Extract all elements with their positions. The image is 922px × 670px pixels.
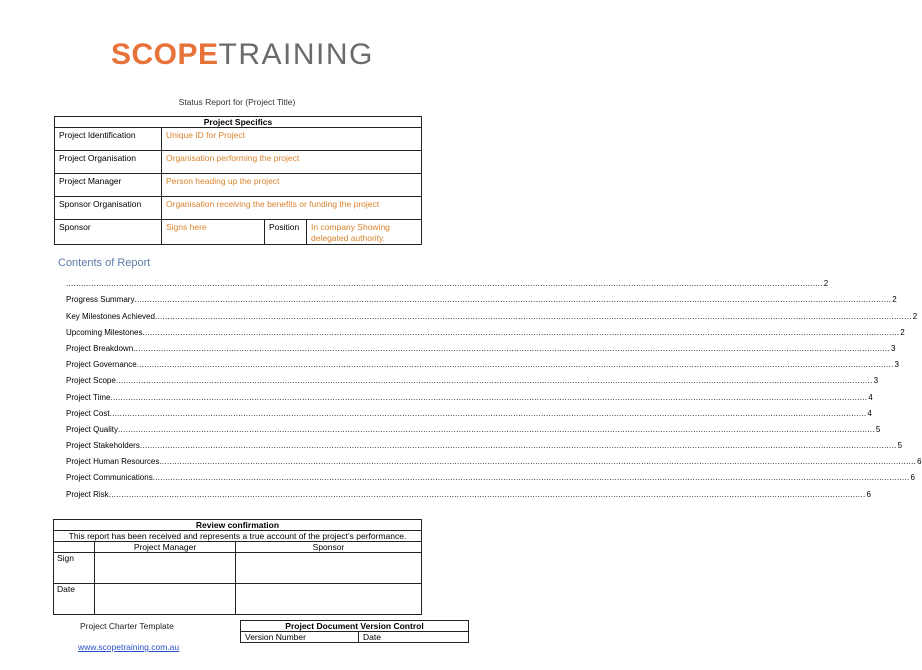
website-link[interactable]: www.scopetraining.com.au xyxy=(78,642,180,652)
sponsor-sign-field[interactable] xyxy=(236,553,422,584)
toc-item-page: 3 xyxy=(890,343,896,353)
logo-scope: SCOPE xyxy=(111,38,219,71)
toc-item-page: 4 xyxy=(868,392,873,402)
project-specifics-header: Project Specifics xyxy=(55,117,422,128)
col-project-manager: Project Manager xyxy=(95,542,236,553)
sponsor-value[interactable]: Signs here xyxy=(162,220,265,245)
table-of-contents xyxy=(66,272,922,499)
toc-item[interactable] xyxy=(66,321,905,337)
toc-item-title: Project Stakeholders xyxy=(66,441,140,451)
toc-item-page: 6 xyxy=(910,473,915,483)
toc-item[interactable] xyxy=(66,418,881,434)
toc-leader: ............................................................................................................................................................................................................................................................................................................ xyxy=(118,424,875,434)
version-control-header: Project Document Version Control xyxy=(241,621,469,632)
toc-item-page: 2 xyxy=(892,295,897,305)
toc-leader: ............................................................................................................................................................................................................................................................................................................ xyxy=(152,473,910,483)
toc-item-title: Project Risk xyxy=(66,489,109,499)
logo xyxy=(111,40,374,70)
review-statement: This report has been received and represents a true account of the project’s performance. xyxy=(54,531,422,542)
row-label: Project Identification xyxy=(55,128,162,151)
row-label: Sponsor Organisation xyxy=(55,197,162,220)
row-value[interactable]: Unique ID for Project xyxy=(162,128,422,151)
toc-leader: ............................................................................................................................................................................................................................................................................................................ xyxy=(115,376,873,386)
row-sign-label: Sign xyxy=(54,553,95,584)
toc-leader: ............................................................................................................................................................................................................................................................................................................ xyxy=(159,457,917,467)
contents-heading: Contents of Report xyxy=(58,257,151,269)
toc-leader: ............................................................................................................................................................................................................................................................................................................ xyxy=(66,279,823,289)
row-value[interactable]: Person heading up the project xyxy=(162,174,422,197)
toc-item[interactable] xyxy=(66,482,871,499)
toc-item[interactable] xyxy=(66,434,903,451)
toc-item-title: Project Communications xyxy=(66,473,153,483)
toc-leader: ............................................................................................................................................................................................................................................................................................................ xyxy=(109,408,867,418)
toc-item[interactable] xyxy=(66,304,918,321)
toc-item-page: 2 xyxy=(823,279,829,289)
review-header: Review confirmation xyxy=(54,520,422,531)
row-label: Project Manager xyxy=(55,174,162,197)
table-row xyxy=(55,197,422,220)
review-blank-cell xyxy=(54,542,95,553)
toc-leader: ............................................................................................................................................................................................................................................................................................................ xyxy=(108,489,866,499)
table-row xyxy=(55,151,422,174)
row-label: Project Organisation xyxy=(55,151,162,174)
toc-item[interactable] xyxy=(66,402,872,418)
row-date-label: Date xyxy=(54,584,95,615)
position-value[interactable]: In company Showing delegated authority. xyxy=(307,220,422,245)
col-version-number: Version Number xyxy=(241,632,359,643)
toc-item-title: Project Scope xyxy=(66,376,116,386)
position-label: Position xyxy=(265,220,307,245)
toc-leader: ............................................................................................................................................................................................................................................................................................................ xyxy=(110,392,868,402)
toc-item-title: Project Human Resources xyxy=(66,457,160,467)
toc-item-title: Key Milestones Achieved xyxy=(66,311,155,321)
toc-item[interactable] xyxy=(66,450,922,467)
toc-item[interactable] xyxy=(66,272,829,289)
row-value[interactable]: Organisation performing the project xyxy=(162,151,422,174)
toc-item-title: Progress Summary xyxy=(66,295,135,305)
toc-item-page: 5 xyxy=(897,441,903,451)
toc-item[interactable] xyxy=(66,353,899,370)
manager-sign-field[interactable] xyxy=(95,553,236,584)
toc-item-page: 2 xyxy=(900,327,905,337)
toc-leader: ............................................................................................................................................................................................................................................................................................................ xyxy=(136,360,894,370)
template-name: Project Charter Template xyxy=(80,621,174,631)
toc-item-page: 3 xyxy=(873,376,879,386)
project-specifics-table xyxy=(54,116,422,245)
version-control-table xyxy=(240,620,469,643)
toc-item-title: Upcoming Milestones xyxy=(66,327,143,337)
manager-date-field[interactable] xyxy=(95,584,236,615)
toc-leader: ............................................................................................................................................................................................................................................................................................................ xyxy=(154,311,912,321)
col-sponsor: Sponsor xyxy=(236,542,422,553)
sponsor-label: Sponsor xyxy=(55,220,162,245)
toc-leader: ............................................................................................................................................................................................................................................................................................................ xyxy=(134,295,892,305)
status-report-title: Status Report for (Project Title) xyxy=(178,97,296,107)
toc-item[interactable] xyxy=(66,337,896,353)
toc-leader: ............................................................................................................................................................................................................................................................................................................ xyxy=(142,327,900,337)
toc-leader: ............................................................................................................................................................................................................................................................................................................ xyxy=(139,441,897,451)
review-confirmation-table xyxy=(53,519,422,615)
toc-item-page: 6 xyxy=(866,489,871,499)
table-row xyxy=(55,128,422,151)
toc-item[interactable] xyxy=(66,385,873,402)
toc-item-title: Project Quality xyxy=(66,424,119,434)
toc-item[interactable] xyxy=(66,466,915,483)
toc-item-title: Project Time xyxy=(66,392,111,402)
toc-item-page: 6 xyxy=(917,457,922,467)
toc-item-page: 4 xyxy=(867,408,872,418)
toc-item[interactable] xyxy=(66,288,897,305)
toc-item-page: 5 xyxy=(875,424,881,434)
sponsor-date-field[interactable] xyxy=(236,584,422,615)
row-value[interactable]: Organisation receiving the benefits or funding the project xyxy=(162,197,422,220)
toc-item-title: Project Cost xyxy=(66,408,110,418)
toc-item-page: 2 xyxy=(912,311,918,321)
toc-item[interactable] xyxy=(66,369,879,386)
table-row xyxy=(55,174,422,197)
logo-training: TRAINING xyxy=(218,38,374,71)
table-row xyxy=(54,553,422,584)
col-date: Date xyxy=(359,632,469,643)
table-row xyxy=(54,584,422,615)
table-row xyxy=(55,220,422,245)
toc-leader: ............................................................................................................................................................................................................................................................................................................ xyxy=(133,343,890,353)
toc-item-title: Project Governance xyxy=(66,360,137,370)
toc-item-title: Project Breakdown xyxy=(66,343,134,353)
toc-item-page: 3 xyxy=(894,360,899,370)
